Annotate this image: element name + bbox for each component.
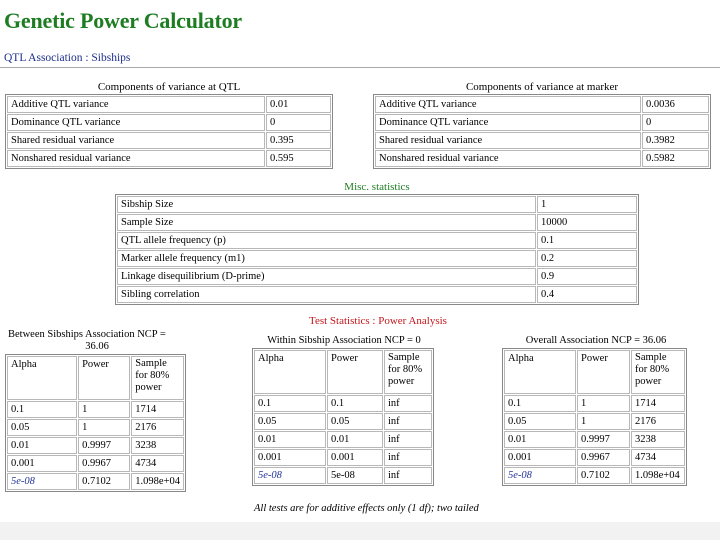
table-row (7, 455, 184, 472)
table-row (7, 132, 331, 149)
qtl-variance-table (5, 94, 333, 169)
table-row (7, 401, 184, 418)
misc-label: Sibling correlation (117, 286, 536, 303)
table-row (254, 449, 432, 466)
table-row (117, 232, 637, 249)
marker-var-value: 0 (642, 114, 709, 131)
power-cell: 1 (577, 413, 630, 430)
misc-label: Sibship Size (117, 196, 536, 213)
alpha-cell: 0.1 (7, 401, 77, 418)
marker-variance-table (373, 94, 711, 169)
marker-var-value: 0.5982 (642, 150, 709, 167)
qtl-var-label: Shared residual variance (7, 132, 265, 149)
power-cell: 0.1 (327, 395, 383, 412)
qtl-var-value: 0.395 (266, 132, 331, 149)
alpha-cell: 0.05 (254, 413, 326, 430)
power-cell: 0.7102 (577, 467, 630, 484)
misc-value: 0.9 (537, 268, 637, 285)
table-row (117, 250, 637, 267)
sample-cell: 1714 (131, 401, 184, 418)
marker-var-label: Dominance QTL variance (375, 114, 641, 131)
table-row (504, 395, 685, 412)
table-row (117, 268, 637, 285)
sample-cell: inf (384, 467, 432, 484)
alpha-cell: 0.01 (7, 437, 77, 454)
table-row (254, 467, 432, 484)
table-row (254, 413, 432, 430)
misc-label: Sample Size (117, 214, 536, 231)
sample-header: Sample for 80% power (631, 350, 685, 394)
power-cell: 1 (78, 401, 130, 418)
table-row (7, 437, 184, 454)
power-cell: 0.9967 (78, 455, 130, 472)
misc-statistics-table (115, 194, 639, 305)
footnote: All tests are for additive effects only (1 df); two tailed (254, 503, 479, 514)
power-cell: 0.01 (327, 431, 383, 448)
misc-label: QTL allele frequency (p) (117, 232, 536, 249)
divider (0, 67, 720, 68)
alpha-cell: 0.01 (504, 431, 576, 448)
misc-value: 0.1 (537, 232, 637, 249)
marker-var-value: 0.0036 (642, 96, 709, 113)
alpha-cell: 0.05 (504, 413, 576, 430)
qtl-var-label: Nonshared residual variance (7, 150, 265, 167)
table-row (375, 132, 709, 149)
table-row (117, 286, 637, 303)
alpha-header: Alpha (254, 350, 326, 394)
power-header: Power (577, 350, 630, 394)
sample-cell: inf (384, 431, 432, 448)
table-row (117, 214, 637, 231)
test-statistics-caption: Test Statistics : Power Analysis (309, 315, 447, 327)
power-cell: 1 (577, 395, 630, 412)
sample-cell: inf (384, 413, 432, 430)
power-cell: 0.7102 (78, 473, 130, 490)
misc-value: 10000 (537, 214, 637, 231)
table-row (375, 96, 709, 113)
marker-var-label: Shared residual variance (375, 132, 641, 149)
qtl-var-label: Dominance QTL variance (7, 114, 265, 131)
sample-cell: 2176 (131, 419, 184, 436)
qtl-var-value: 0.595 (266, 150, 331, 167)
sample-cell: 1714 (631, 395, 685, 412)
qtl-var-value: 0 (266, 114, 331, 131)
alpha-cell: 5e-08 (504, 467, 576, 484)
sample-cell: 3238 (131, 437, 184, 454)
table-row (117, 196, 637, 213)
alpha-cell: 0.001 (504, 449, 576, 466)
alpha-header: Alpha (504, 350, 576, 394)
marker-var-label: Nonshared residual variance (375, 150, 641, 167)
table-row (7, 96, 331, 113)
within-caption: Within Sibship Association NCP = 0 (267, 335, 421, 346)
power-cell: 1 (78, 419, 130, 436)
misc-caption: Misc. statistics (344, 181, 410, 193)
table-row (254, 431, 432, 448)
table-row (375, 150, 709, 167)
alpha-cell: 0.001 (7, 455, 77, 472)
sample-cell: 1.098e+04 (631, 467, 685, 484)
table-row (504, 413, 685, 430)
sample-cell: inf (384, 395, 432, 412)
sample-cell: 4734 (631, 449, 685, 466)
overall-association-table (502, 348, 687, 486)
table-row (7, 473, 184, 490)
table-row (504, 431, 685, 448)
power-header: Power (327, 350, 383, 394)
between-caption-ncp: 36.06 (85, 341, 109, 352)
power-cell: 5e-08 (327, 467, 383, 484)
misc-value: 1 (537, 196, 637, 213)
between-sibships-table (5, 354, 186, 492)
table-row (7, 419, 184, 436)
qtl-var-value: 0.01 (266, 96, 331, 113)
page-subtitle: QTL Association : Sibships (4, 52, 131, 64)
table-header-row (504, 350, 685, 394)
sample-cell: inf (384, 449, 432, 466)
power-cell: 0.9997 (78, 437, 130, 454)
marker-var-value: 0.3982 (642, 132, 709, 149)
between-caption (8, 329, 186, 353)
power-cell: 0.9967 (577, 449, 630, 466)
qtl-variance-caption: Components of variance at QTL (97, 81, 241, 93)
between-caption-line1: Between Sibships Association NCP = (8, 329, 166, 340)
power-cell: 0.9997 (577, 431, 630, 448)
sample-header: Sample for 80% power (131, 356, 184, 400)
table-row (504, 449, 685, 466)
power-cell: 0.001 (327, 449, 383, 466)
table-header-row (7, 356, 184, 400)
alpha-cell: 0.1 (254, 395, 326, 412)
power-header: Power (78, 356, 130, 400)
page-title: Genetic Power Calculator (4, 8, 242, 33)
sample-cell: 1.098e+04 (131, 473, 184, 490)
sample-header: Sample for 80% power (384, 350, 432, 394)
table-row (7, 114, 331, 131)
page-footer (0, 522, 720, 540)
sample-cell: 3238 (631, 431, 685, 448)
table-row (504, 467, 685, 484)
table-row (7, 150, 331, 167)
qtl-var-label: Additive QTL variance (7, 96, 265, 113)
table-row (254, 395, 432, 412)
within-sibship-table (252, 348, 434, 486)
alpha-cell: 0.001 (254, 449, 326, 466)
overall-caption: Overall Association NCP = 36.06 (525, 335, 667, 346)
misc-value: 0.2 (537, 250, 637, 267)
marker-var-label: Additive QTL variance (375, 96, 641, 113)
sample-cell: 4734 (131, 455, 184, 472)
alpha-cell: 5e-08 (254, 467, 326, 484)
alpha-cell: 0.05 (7, 419, 77, 436)
table-header-row (254, 350, 432, 394)
power-cell: 0.05 (327, 413, 383, 430)
sample-cell: 2176 (631, 413, 685, 430)
misc-value: 0.4 (537, 286, 637, 303)
alpha-cell: 0.1 (504, 395, 576, 412)
table-row (375, 114, 709, 131)
misc-label: Linkage disequilibrium (D-prime) (117, 268, 536, 285)
marker-variance-caption: Components of variance at marker (465, 81, 619, 93)
alpha-cell: 5e-08 (7, 473, 77, 490)
alpha-header: Alpha (7, 356, 77, 400)
alpha-cell: 0.01 (254, 431, 326, 448)
misc-label: Marker allele frequency (m1) (117, 250, 536, 267)
